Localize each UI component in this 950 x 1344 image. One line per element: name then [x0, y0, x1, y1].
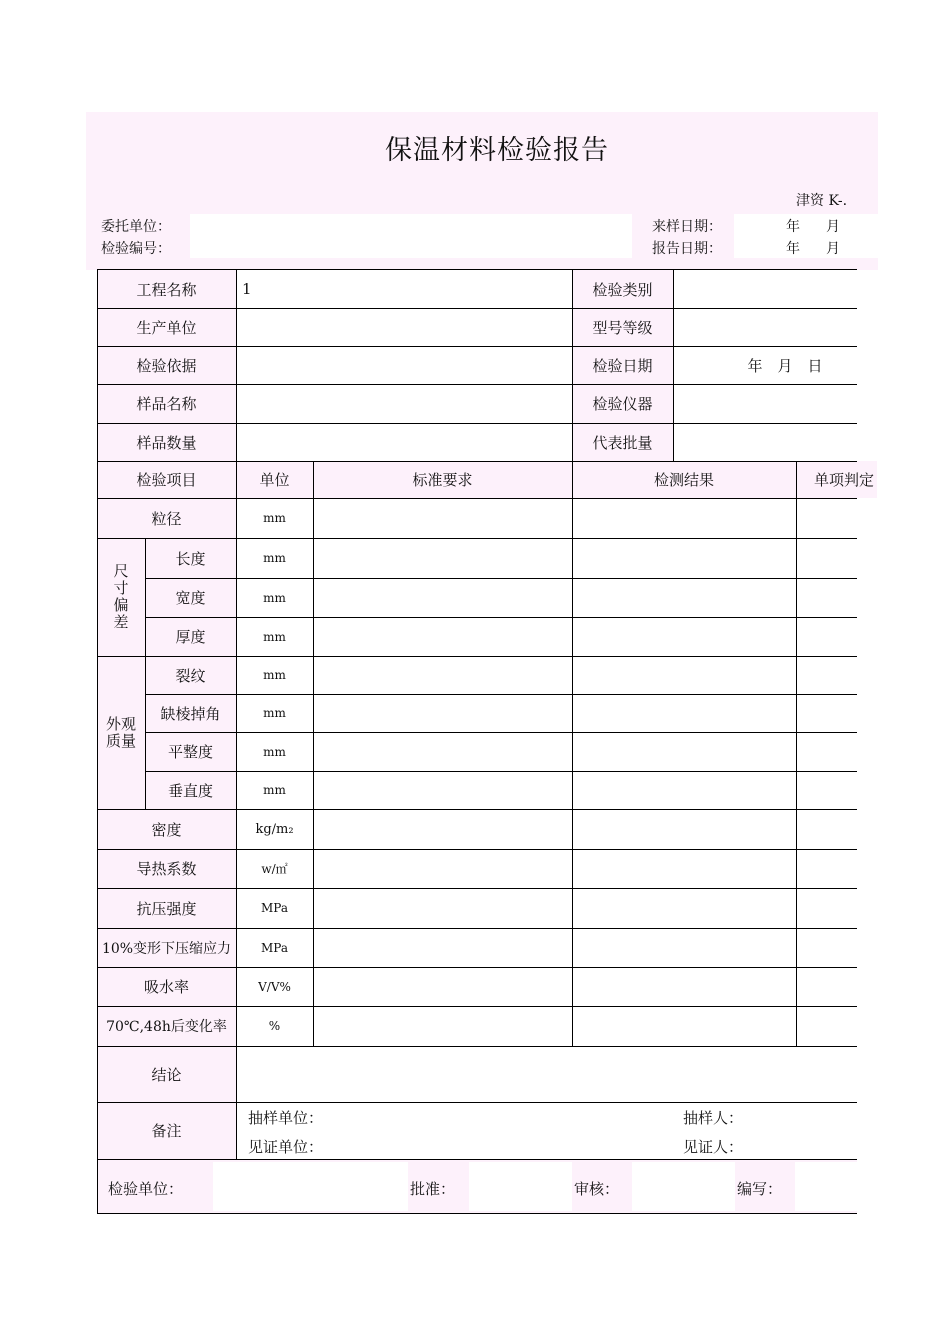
unit-compressive: MPa	[236, 888, 313, 928]
footer-approve-input[interactable]	[469, 1162, 572, 1211]
witness-label: 见证人：	[683, 1138, 744, 1156]
col-result: 检测结果	[572, 461, 796, 498]
row-crack: 裂纹	[145, 656, 236, 694]
sample-date-label: 来样日期：	[652, 219, 722, 235]
batch-label: 代表批量	[572, 423, 673, 461]
group-appearance-text: 外观质量	[105, 714, 136, 750]
client-label: 委托单位：	[101, 219, 171, 235]
producer-label: 生产单位	[97, 308, 236, 346]
unit-heat-change: %	[236, 1006, 313, 1046]
instrument-value[interactable]	[673, 384, 857, 423]
unit-thickness: mm	[236, 617, 313, 656]
col-unit: 单位	[236, 461, 313, 498]
row-width: 宽度	[145, 578, 236, 617]
batch-value[interactable]	[673, 423, 857, 461]
footer-write-input[interactable]	[795, 1162, 857, 1211]
unit-absorption: V/V%	[236, 967, 313, 1006]
unit-thermal: w/㎡	[236, 849, 313, 888]
row-particle: 粒径	[97, 498, 236, 538]
sample-month: 月	[826, 219, 840, 235]
sample-qty-value[interactable]	[236, 423, 572, 461]
report-no-label: 检验编号：	[101, 241, 171, 257]
basis-value[interactable]	[236, 346, 572, 384]
row-length: 长度	[145, 538, 236, 578]
test-date-value[interactable]: 年 月 日	[673, 346, 857, 384]
footer-unit-input[interactable]	[213, 1162, 408, 1211]
footer-unit-label: 检验单位：	[108, 1180, 184, 1198]
report-code: 津资 K-.	[796, 193, 848, 209]
unit-length: mm	[236, 538, 313, 578]
sampler-label: 抽样人：	[683, 1109, 744, 1127]
sample-year: 年	[786, 219, 800, 235]
remark-label: 备注	[97, 1102, 236, 1159]
project-name-label: 工程名称	[97, 270, 236, 308]
test-date-label: 检验日期	[572, 346, 673, 384]
group-size-text: 尺寸偏差	[113, 562, 129, 631]
conclusion-value[interactable]	[236, 1046, 857, 1102]
client-input[interactable]	[190, 214, 632, 258]
sample-name-label: 样品名称	[97, 384, 236, 423]
footer-write-label: 编写：	[737, 1180, 783, 1198]
unit-deform: MPa	[236, 928, 313, 967]
row-deform: 10%变形下压缩应力	[97, 928, 236, 967]
row-vertical: 垂直度	[145, 771, 236, 809]
row-compressive: 抗压强度	[97, 888, 236, 928]
row-thickness: 厚度	[145, 617, 236, 656]
category-value[interactable]	[673, 270, 857, 308]
unit-flatness: mm	[236, 732, 313, 771]
footer-review-label: 审核：	[574, 1180, 620, 1198]
report-title: 保温材料检验报告	[385, 135, 609, 166]
row-density: 密度	[97, 809, 236, 849]
project-name-value[interactable]: 1	[236, 270, 572, 308]
sampling-unit-label: 抽样单位：	[248, 1109, 324, 1127]
report-month: 月	[826, 241, 840, 257]
col-item: 检验项目	[97, 461, 236, 498]
col-standard: 标准要求	[313, 461, 572, 498]
date-input[interactable]	[734, 214, 878, 258]
unit-crack: mm	[236, 656, 313, 694]
row-heat-change: 70℃,48h后变化率	[97, 1006, 236, 1046]
instrument-label: 检验仪器	[572, 384, 673, 423]
basis-label: 检验依据	[97, 346, 236, 384]
producer-value[interactable]	[236, 308, 572, 346]
category-label: 检验类别	[572, 270, 673, 308]
report-year: 年	[786, 241, 800, 257]
unit-width: mm	[236, 578, 313, 617]
group-size	[97, 538, 145, 656]
col-judgement: 单项判定	[796, 461, 877, 498]
unit-vertical: mm	[236, 771, 313, 809]
footer-approve-label: 批准：	[410, 1180, 456, 1198]
row-absorption: 吸水率	[97, 967, 236, 1006]
model-label: 型号等级	[572, 308, 673, 346]
sample-qty-label: 样品数量	[97, 423, 236, 461]
unit-density: kg/m₂	[236, 809, 313, 849]
unit-edge: mm	[236, 694, 313, 732]
footer-review-input[interactable]	[632, 1162, 735, 1211]
witness-unit-label: 见证单位：	[248, 1138, 324, 1156]
unit-particle: mm	[236, 498, 313, 538]
group-appearance	[97, 656, 145, 809]
row-thermal: 导热系数	[97, 849, 236, 888]
conclusion-label: 结论	[97, 1046, 236, 1102]
report-date-label: 报告日期：	[652, 241, 722, 257]
sample-name-value[interactable]	[236, 384, 572, 423]
row-edge: 缺棱掉角	[145, 694, 236, 732]
row-flatness: 平整度	[145, 732, 236, 771]
model-value[interactable]	[673, 308, 857, 346]
